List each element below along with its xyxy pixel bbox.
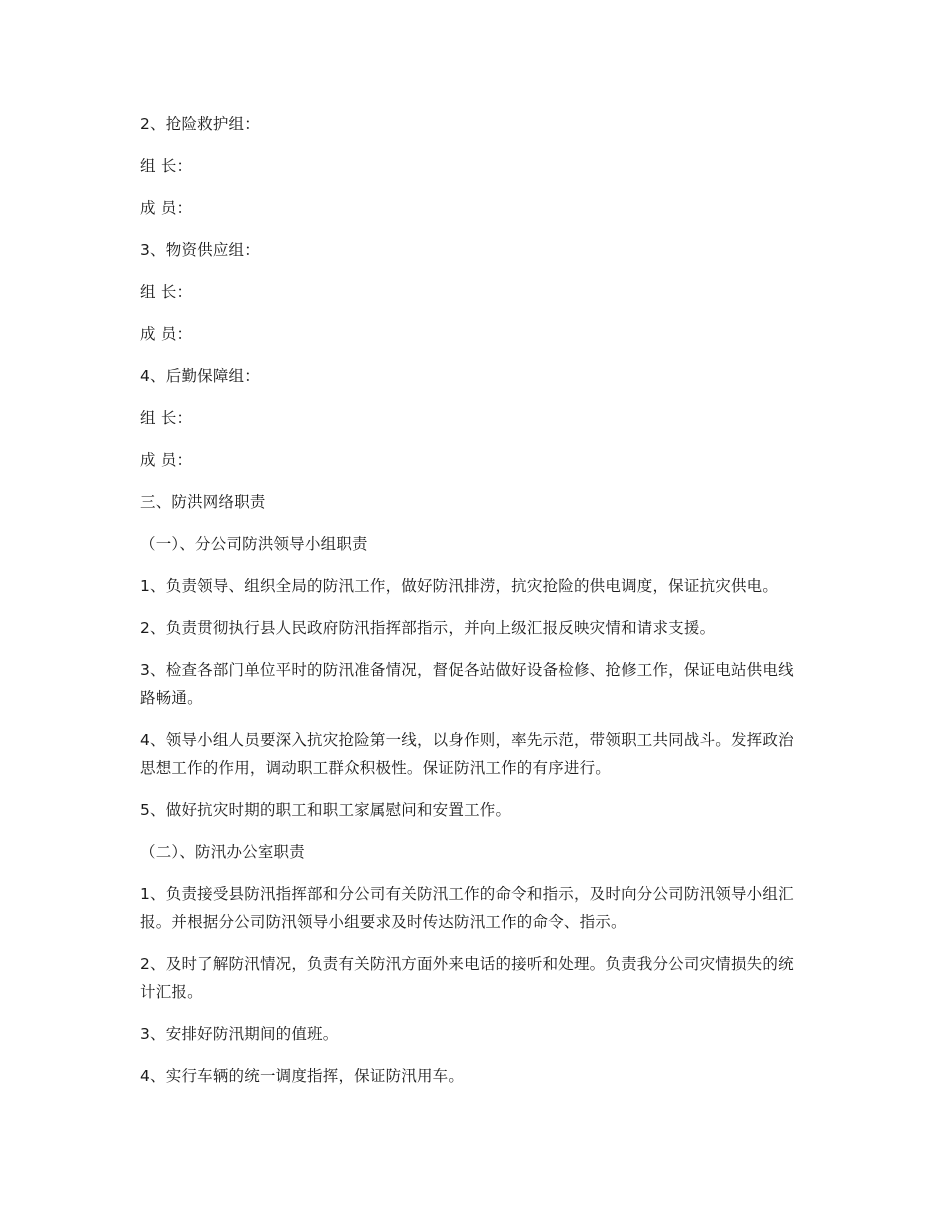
leadership-duty-2: 2、负责贯彻执行县人民政府防汛指挥部指示，并向上级汇报反映灾情和请求支援。 bbox=[140, 619, 716, 637]
heading-supply-group: 3、物资供应组： bbox=[140, 241, 260, 259]
office-duty-3: 3、安排好防汛期间的值班。 bbox=[140, 1025, 339, 1043]
leadership-duty-4: 4、领导小组人员要深入抗灾抢险第一线，以身作则，率先示范，带领职工共同战斗。发挥政治思想工作的作用，调动职工群众积极性。保证防汛工作的有序进行。 bbox=[140, 731, 794, 777]
leadership-duty-1: 1、负责领导、组织全局的防汛工作，做好防汛排涝，抗灾抢险的供电调度，保证抗灾供电。 bbox=[140, 577, 779, 595]
heading-rescue-group: 2、抢险救护组： bbox=[140, 115, 260, 133]
subsection-heading-leadership: （一）、分公司防洪领导小组职责 bbox=[140, 535, 368, 553]
office-duty-4: 4、实行车辆的统一调度指挥，保证防汛用车。 bbox=[140, 1067, 465, 1085]
supply-group-members: 成 员： bbox=[140, 325, 193, 343]
office-duty-2: 2、及时了解防汛情况，负责有关防汛方面外来电话的接听和处理。负责我分公司灾情损失的统计汇报。 bbox=[140, 955, 794, 1001]
rescue-group-leader: 组 长： bbox=[140, 157, 193, 175]
rescue-group-members: 成 员： bbox=[140, 199, 193, 217]
document-page bbox=[140, 110, 800, 1104]
logistics-group-members: 成 员： bbox=[140, 451, 193, 469]
section-heading-duties: 三、防洪网络职责 bbox=[140, 493, 266, 511]
leadership-duty-5: 5、做好抗灾时期的职工和职工家属慰问和安置工作。 bbox=[140, 801, 512, 819]
leadership-duty-3: 3、检查各部门单位平时的防汛准备情况，督促各站做好设备检修、抢修工作，保证电站供电线路畅通。 bbox=[140, 661, 794, 707]
heading-logistics-group: 4、后勤保障组： bbox=[140, 367, 260, 385]
logistics-group-leader: 组 长： bbox=[140, 409, 193, 427]
office-duty-1: 1、负责接受县防汛指挥部和分公司有关防汛工作的命令和指示，及时向分公司防汛领导小组汇报。并根据分公司防汛领导小组要求及时传达防汛工作的命令、指示。 bbox=[140, 885, 794, 931]
subsection-heading-office: （二）、防汛办公室职责 bbox=[140, 843, 305, 861]
supply-group-leader: 组 长： bbox=[140, 283, 193, 301]
